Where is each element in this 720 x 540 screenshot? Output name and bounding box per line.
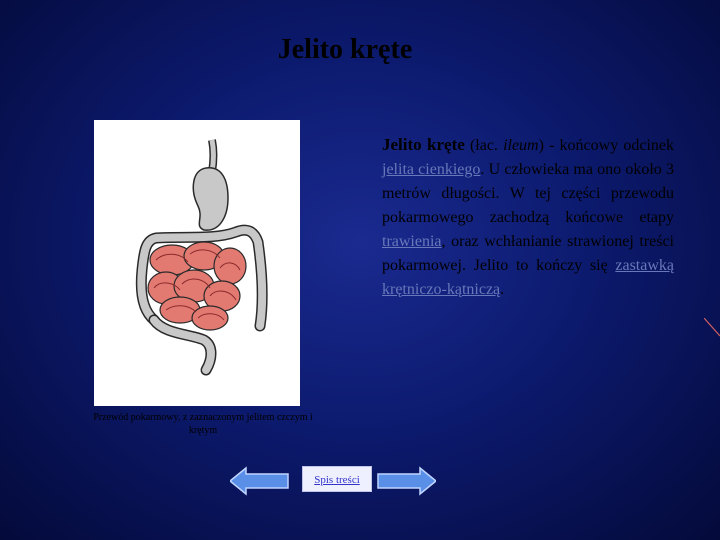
term-bold: Jelito kręte: [382, 135, 465, 154]
desc-part4: , oraz wchłanianie strawionej treści pokarmowej. Jelito to kończy się: [382, 233, 674, 274]
table-of-contents-button[interactable]: Spis treści: [302, 466, 372, 492]
link-small-intestine[interactable]: jelita cienkiego: [382, 161, 481, 178]
desc-part1: (łac.: [464, 137, 504, 154]
link-ileocecal-valve[interactable]: zastawką krętniczo-kątniczą: [382, 257, 674, 298]
arrow-left-icon: [230, 466, 290, 496]
description-text: [382, 133, 674, 302]
page-title: Jelito kręte: [277, 34, 413, 65]
digestive-tract-image: [94, 120, 300, 406]
figure-caption: Przewód pokarmowy, z zaznaczonym jelitem czczym i krętym: [93, 412, 313, 436]
link-digestion[interactable]: trawienia: [382, 233, 442, 250]
prev-button[interactable]: [230, 466, 290, 496]
arrow-right-icon: [376, 466, 436, 496]
next-button[interactable]: [376, 466, 436, 496]
decorative-line: [704, 318, 720, 338]
latin-name: ileum: [503, 137, 539, 154]
desc-part2: ) - końcowy odcinek: [538, 137, 674, 154]
desc-part5: .: [500, 281, 505, 298]
desc-part3: . U człowieka ma ono około 3 metrów długości. W tej części przewodu pokarmowego zachodzą końcowe etapy: [382, 161, 674, 226]
